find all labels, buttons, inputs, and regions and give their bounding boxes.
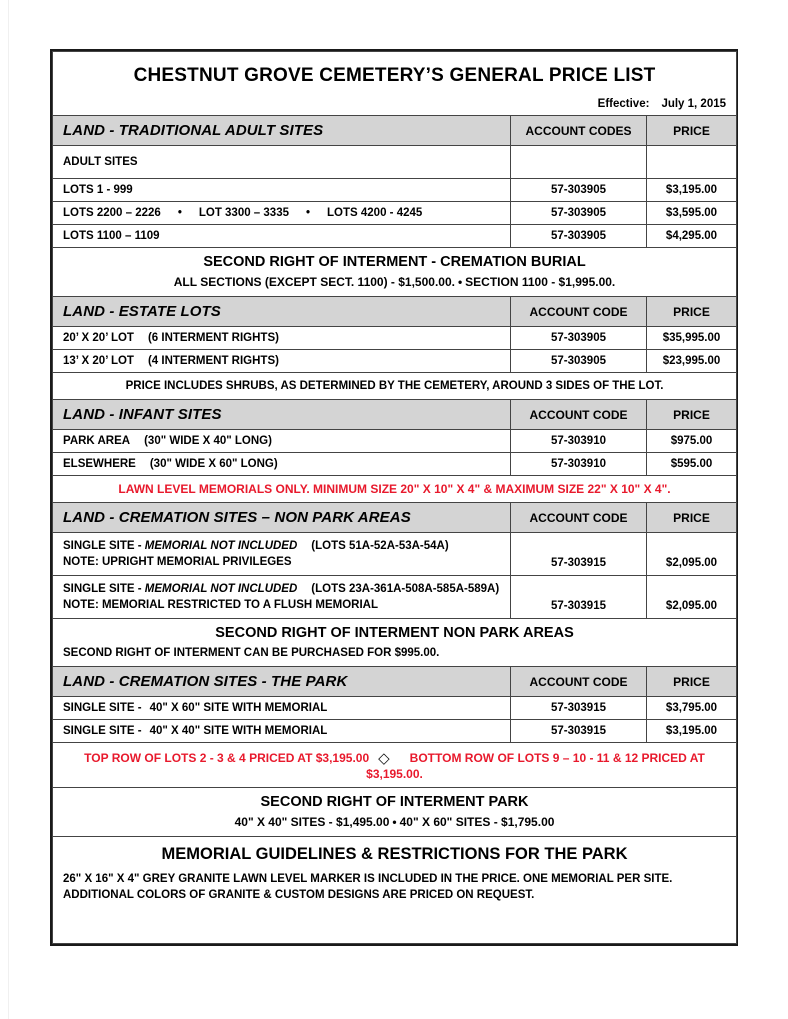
row-lot-size: 13’ X 20’ LOT [63,355,134,367]
row-account-code: 57-303915 [511,533,647,576]
park-note-left: TOP ROW OF LOTS 2 - 3 & 4 PRICED AT $3,195.00 [84,751,370,765]
section-header-infant-sites [53,400,737,430]
price-list-sheet [50,49,738,946]
page-title: CHESTNUT GROVE CEMETERY’S GENERAL PRICE LIST [53,52,737,99]
section-header-cremation-the-park [53,667,737,697]
title-row [53,52,737,99]
table-row [53,179,737,202]
separator-bullet: • [457,275,463,289]
section-title: LAND - INFANT SITES [53,400,511,430]
row-price: $35,995.00 [647,327,737,350]
row-description: LOTS 1 - 999 [53,179,511,202]
banner-second-right-cremation-burial [53,248,737,297]
row-description: LOTS 1100 – 1109 [53,225,511,248]
row-account-code: 57-303905 [511,350,647,373]
row-memorial-status: MEMORIAL NOT INCLUDED [144,583,298,595]
row-account-code: 57-303910 [511,453,647,476]
row-price: $975.00 [647,430,737,453]
banner-line-2a: 40" X 40" SITES - $1,495.00 [234,815,390,829]
row-lot-range-1: LOTS 2200 – 2226 [63,207,161,219]
section-header-estate-lots [53,297,737,327]
row-account-code: 57-303910 [511,430,647,453]
row-price [647,146,737,179]
column-header-account: ACCOUNT CODE [511,400,647,430]
row-account-code: 57-303905 [511,179,647,202]
park-lots-red-note-row [53,743,737,788]
row-memorial-status: MEMORIAL NOT INCLUDED [144,540,298,552]
table-row [53,720,737,743]
row-dimensions: (30" WIDE X 60" LONG) [149,458,278,470]
row-account-code: 57-303905 [511,225,647,248]
table-row [53,225,737,248]
column-header-price: PRICE [647,503,737,533]
row-description [53,533,511,576]
row-description [53,576,511,619]
park-row-pricing-note [53,743,737,788]
banner-second-right-non-park [53,619,737,667]
row-description: ADULT SITES [53,146,511,179]
row-site-label: SINGLE SITE - [63,540,145,552]
table-row [53,146,737,179]
row-price: $23,995.00 [647,350,737,373]
row-lot-range-2: LOT 3300 – 3335 [198,207,289,219]
separator-bullet: • [306,207,311,219]
section-header-traditional-adult-sites [53,116,737,146]
row-account-code: 57-303905 [511,327,647,350]
section-title: LAND - CREMATION SITES - THE PARK [53,667,511,697]
page-left-edge [8,0,9,1019]
row-description [53,697,511,720]
row-site-label: SINGLE SITE - [63,702,142,714]
table-row [53,697,737,720]
row-site-label: SINGLE SITE - [63,583,145,595]
row-lot-list: (LOTS 23A-361A-508A-585A-589A) [311,583,500,595]
row-price: $595.00 [647,453,737,476]
row-description [53,720,511,743]
row-description [53,202,511,225]
row-rights: (4 INTERMENT RIGHTS) [147,355,279,367]
row-account-code: 57-303915 [511,576,647,619]
section-title: LAND - TRADITIONAL ADULT SITES [53,116,511,146]
row-price: $4,295.00 [647,225,737,248]
row-description-line-2: NOTE: MEMORIAL RESTRICTED TO A FLUSH MEMORIAL [63,599,378,611]
banner-line-2b: SECTION 1100 - $1,995.00. [465,275,616,289]
memorial-guidelines-line-2: ADDITIONAL COLORS OF GRANITE & CUSTOM DESIGNS ARE PRICED ON REQUEST. [63,889,535,901]
estate-lots-note-row [53,373,737,400]
row-account-code [511,146,647,179]
memorial-guidelines-body [53,869,736,943]
row-description-line-2: NOTE: UPRIGHT MEMORIAL PRIVILEGES [63,556,292,568]
table-row [53,327,737,350]
banner-line-1: SECOND RIGHT OF INTERMENT NON PARK AREAS [215,625,574,641]
park-note-right: BOTTOM ROW OF LOTS 9 – 10 - 11 & 12 PRICED AT $3,195.00. [366,751,705,781]
banner-detail-text: SECOND RIGHT OF INTERMENT CAN BE PURCHASED FOR $995.00. [63,647,440,659]
row-price: $3,195.00 [647,179,737,202]
column-header-account: ACCOUNT CODES [511,116,647,146]
row-description [53,453,511,476]
effective-date-value: July 1, 2015 [661,98,727,110]
column-header-price: PRICE [647,116,737,146]
effective-date-cell [53,98,737,116]
banner-line-1: SECOND RIGHT OF INTERMENT PARK [260,794,529,810]
row-account-code: 57-303915 [511,697,647,720]
lawn-level-memorial-note: LAWN LEVEL MEMORIALS ONLY. MINIMUM SIZE 20" X 10" X 4" & MAXIMUM SIZE 22" X 10" X 4". [53,476,737,503]
banner-line-1: SECOND RIGHT OF INTERMENT - CREMATION BURIAL [203,254,586,270]
table-row [53,430,737,453]
banner-cell [53,788,737,837]
row-dimensions: (30" WIDE X 40" LONG) [144,435,272,447]
row-description [53,327,511,350]
banner-line-2a: ALL SECTIONS (EXCEPT SECT. 1100) - $1,500.00. [173,275,455,289]
row-site-dimensions: 40" X 60" SITE WITH MEMORIAL [149,702,328,714]
row-price: $3,195.00 [647,720,737,743]
memorial-guidelines-section [53,837,737,944]
column-header-account: ACCOUNT CODE [511,297,647,327]
column-header-account: ACCOUNT CODE [511,667,647,697]
table-row [53,202,737,225]
banner-line-2b: 40" X 60" SITES - $1,795.00 [399,815,555,829]
separator-bullet: • [392,815,397,829]
effective-label: Effective: [597,98,650,110]
column-header-price: PRICE [647,400,737,430]
row-location: PARK AREA [63,435,131,447]
banner-cell [53,248,737,297]
row-price: $2,095.00 [647,576,737,619]
column-header-account: ACCOUNT CODE [511,503,647,533]
banner-line-2 [53,272,736,296]
memorial-guidelines-cell [53,837,737,944]
estate-lots-note: PRICE INCLUDES SHRUBS, AS DETERMINED BY THE CEMETERY, AROUND 3 SIDES OF THE LOT. [53,373,737,400]
row-price: $2,095.00 [647,533,737,576]
row-price: $3,795.00 [647,697,737,720]
row-account-code: 57-303905 [511,202,647,225]
row-site-label: SINGLE SITE - [63,725,142,737]
memorial-guidelines-title: MEMORIAL GUIDELINES & RESTRICTIONS FOR THE PARK [161,845,628,863]
row-account-code: 57-303915 [511,720,647,743]
banner-line-2 [53,812,736,836]
row-lot-range-3: LOTS 4200 - 4245 [327,207,423,219]
section-title: LAND - ESTATE LOTS [53,297,511,327]
section-header-cremation-non-park [53,503,737,533]
table-row [53,453,737,476]
column-header-price: PRICE [647,667,737,697]
row-description [53,430,511,453]
row-lot-size: 20’ X 20’ LOT [63,332,134,344]
banner-second-right-park [53,788,737,837]
memorial-guidelines-line-1: 26" X 16" X 4" GREY GRANITE LAWN LEVEL MARKER IS INCLUDED IN THE PRICE. ONE MEMORIAL PER SITE. [63,873,673,885]
table-row [53,350,737,373]
column-header-price: PRICE [647,297,737,327]
price-list-table [52,51,737,944]
section-title: LAND - CREMATION SITES – NON PARK AREAS [53,503,511,533]
row-location: ELSEWHERE [63,458,136,470]
infant-sites-red-note-row [53,476,737,503]
effective-row [53,98,737,116]
row-rights: (6 INTERMENT RIGHTS) [147,332,279,344]
diamond-icon: ◇ [378,750,390,767]
row-description-line-1 [63,538,510,554]
row-description [53,350,511,373]
table-row [53,533,737,576]
row-description-line-1 [63,581,510,597]
banner-cell [53,619,737,667]
separator-bullet: • [177,207,182,219]
row-price: $3,595.00 [647,202,737,225]
row-lot-list: (LOTS 51A-52A-53A-54A) [311,540,449,552]
table-row [53,576,737,619]
row-site-dimensions: 40" X 40" SITE WITH MEMORIAL [149,725,328,737]
